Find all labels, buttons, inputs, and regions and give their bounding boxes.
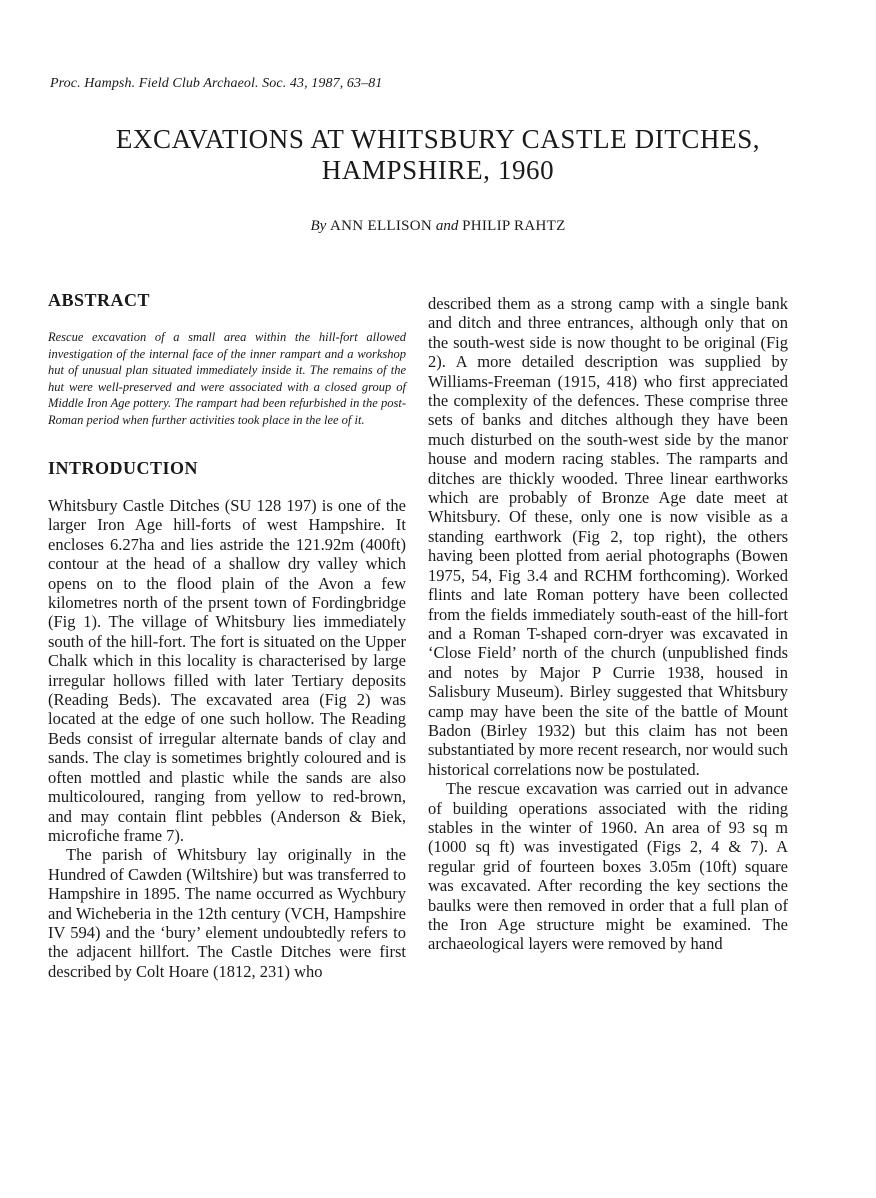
- introduction-heading: INTRODUCTION: [48, 458, 199, 478]
- title-line-2: HAMPSHIRE, 1960: [321, 155, 555, 185]
- abstract-heading: ABSTRACT: [48, 290, 151, 310]
- right-column: [428, 294, 788, 954]
- author-1: ANN ELLISON: [330, 218, 433, 234]
- byline-and: and: [435, 218, 459, 234]
- article-title: [40, 124, 836, 186]
- left-column: [48, 290, 406, 981]
- intro-paragraph-1: Whitsbury Castle Ditches (SU 128 197) is one of the larger Iron Age hill-forts of west Hampshire. It encloses 6.27ha and lies astride the 121.92m (400ft) contour at the head of a shallow dry valley which opens on to the flood plain of the Avon a few kilometres north of the prsent town of Fordingbridge (Fig 1). The village of Whitsbury lies immediately south of the hill-fort. The fort is situated on the Upper Chalk which in this locality is characterised by large irregular hollows filled with later Tertiary deposits (Reading Beds). The excavated area (Fig 2) was located at the edge of one such hollow. The Reading Beds consist of irregular alternate bands of clay and sands. The clay is sometimes brightly coloured and is often mottled and plastic while the sands are also multicoloured, ranging from yellow to red-brown, and may contain flint pebbles (Anderson & Biek, microfiche frame 7).: [48, 496, 406, 845]
- journal-citation: Proc. Hampsh. Field Club Archaeol. Soc. 43, 1987, 63–81: [50, 76, 383, 91]
- intro-paragraph-2: The parish of Whitsbury lay originally in the Hundred of Cawden (Wiltshire) but was transferred to Hampshire in 1895. The name occurred as Wychbury and Wicheberia in the 12th century (VCH, Hampshire IV 594) and the ‘bury’ element undoubtedly refers to the adjacent hillfort. The Castle Ditches were first described by Colt Hoare (1812, 231) who: [48, 845, 406, 981]
- author-2: PHILIP RAHTZ: [462, 218, 566, 234]
- title-line-1: EXCAVATIONS AT WHITSBURY CASTLE DITCHES,: [115, 124, 761, 154]
- intro-paragraph-3: described them as a strong camp with a single bank and ditch and three entrances, although only that on the south-west side is now thought to be original (Fig 2). A more detailed description was supplied by Williams-Freeman (1915, 418) who first appreciated the complexity of the defences. These comprise three sets of banks and ditches although they have been much disturbed on the south-west side by the manor house and modern racing stables. The ramparts and ditches are thickly wooded. Three linear earthworks which are probably of Bronze Age date meet at Whitsbury. Of these, only one is now visible as a standing earthwork (Fig 2, top right), the others having been plotted from aerial photographs (Bowen 1975, 54, Fig 3.4 and RCHM forthcoming). Worked flints and late Roman pottery have been collected from the fields immediately south-east of the hill-fort and a Roman T-shaped corn-dryer was excavated in ‘Close Field’ north of the church (unpublished finds and notes by Major P Currie 1938, housed in Salisbury Museum). Birley suggested that Whitsbury camp may have been the site of the battle of Mount Badon (Birley 1932) but this claim has not been substantiated by more recent research, nor would such historical correlations now be postulated.: [428, 294, 788, 779]
- intro-paragraph-4: The rescue excavation was carried out in advance of building operations associated with the riding stables in the winter of 1960. An area of 93 sq m (1000 sq ft) was investigated (Figs 2, 4 & 7). A regular grid of fourteen boxes 3.05m (10ft) square was excavated. After recording the key sections the baulks were then removed in order that a full plan of the Iron Age structure might be examined. The archaeological layers were removed by hand: [428, 779, 788, 954]
- byline-by: By: [310, 218, 327, 234]
- byline: [0, 218, 876, 235]
- abstract-text: Rescue excavation of a small area within the hill-fort allowed investigation of the internal face of the inner rampart and a workshop hut of unusual plan situated immediately inside it. The remains of the hut were well-preserved and were associated with a closed group of Middle Iron Age pottery. The rampart had been refurbished in the post-Roman period when further activities took place in the lee of it.: [48, 330, 406, 427]
